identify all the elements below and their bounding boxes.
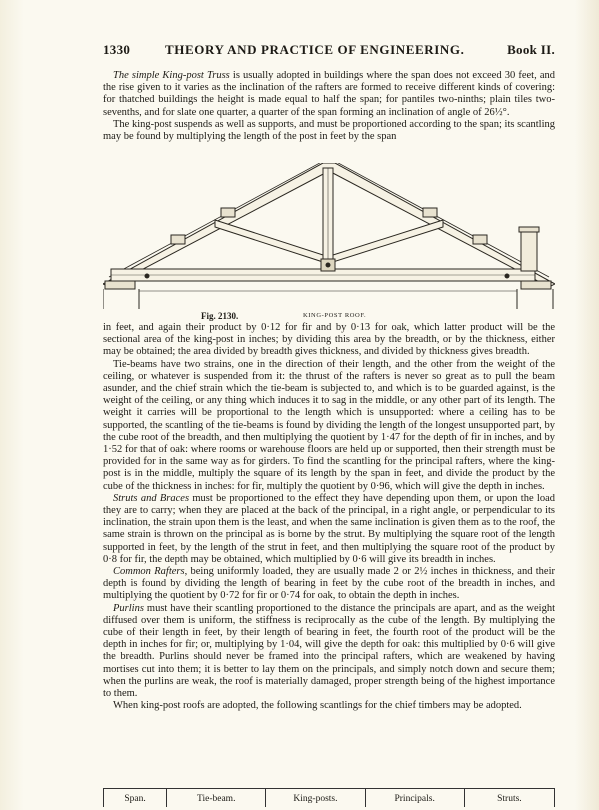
paragraph-lead: Struts and Braces (113, 492, 190, 504)
text-block-bottom (103, 322, 555, 713)
paragraph-scantlings-intro: When king-post roofs are adopted, the following scantlings for the chief timbers may be adopted. (113, 700, 522, 712)
paragraph-king-post: The king-post suspends as well as supports, and must be proportioned according to the span; its scantling may be found by multiplying the length of the post in feet by the span (103, 118, 555, 143)
paragraph-purlins (103, 603, 555, 701)
paragraph-text: is usually adopted in buildings where the span does not exceed 30 feet, and the rise given to it varies as the inclination of the rafters are formed to receive different kinds of covering: for thatched buildings the height is made equal to half the span; for pantiles two-ninths; plain tiles two-sevenths, and for slate one quarter, a quarter of the span forming an inclination of angle of 26½°. (103, 70, 555, 118)
paragraph-struts-braces (103, 493, 555, 566)
table-header-cell: Tie-beam. (167, 789, 266, 808)
figure-king-post-roof (103, 163, 555, 323)
table-header-cell: Span. (104, 789, 167, 808)
paragraph-continued: in feet, and again their product by 0·12 for fir and by 0·13 for oak, which latter product will be the sectional area of the king-post in inches; by dividing this area by the breadth, or by the thickness, either may be obtained; the area divided by breadth gives thickness, and divided by thickness gives breadth. (103, 322, 555, 358)
paragraph-lead: Purlins (113, 602, 144, 614)
table-header-cell: Principals. (365, 789, 464, 808)
paragraph-text: must have their scantling proportioned to the distance the principals are apart, and as the weight diffused over them is uniform, the stiffness is reciprocally as the cube of the length. By multiplying the cube of their length in feet, by their length of bearing in feet, the fourth root of the product will be the depth in inches for fir; or, multiplying by 1·04, will give the depth for oak: this multiplied by 0·6 will give the breadth. Purlins should never be framed into the principal rafters, which are weakened by having mortises cut into them; it is better to lay them on the principals, and simply notch down and secure them; when the purlins are weak, the roof is materially damaged, proper strength being of the highest importance to them. (103, 602, 555, 700)
running-title: THEORY AND PRACTICE OF ENGINEERING. (165, 42, 465, 57)
book-label: Book II. (507, 42, 555, 57)
figure-number: Fig. 2130. (201, 311, 239, 321)
paragraph-tie-beams: Tie-beams have two strains, one in the direction of their length, and the other from the weight of the ceiling, or whatever is suspended from it: the thrust of the rafters is never so great as to pull the beam asunder, and the chief strain which the tie-beam is subjected to, and which is to be guarded against, is the weight of the ceiling, or any thing which induces it to sag in the middle, or any other part of its length. The weight it carries will be proportional to the length which is unsupported: where a ceiling has to be supported, the scantling of the tie-beams is found by dividing the length of the longest unsupported part, by the cube root of the breadth, and then multiplying the quotient by 1·47 for the depth of fir in inches, and by 1·52 for that of oak: where rooms or warehouse floors are held up or supported, then their strength must be provided for in the same way as for girders. To find the scantling for the principal rafters, where the king-post is in the middle, multiply the square of its length by the span in feet, and divide the product by the cube of the thickness in inches: for fir, multiply the quotient by 0·96, which will give the depth in inches. (103, 358, 555, 492)
table-header-cell: Struts. (464, 789, 554, 808)
paragraph-lead: Common Rafters (113, 566, 185, 578)
table-header-row (104, 789, 555, 808)
text-block-top (103, 70, 555, 143)
table-header-cell: King-posts. (266, 789, 365, 808)
running-header (103, 42, 555, 58)
page-number: 1330 (103, 42, 131, 57)
paragraph-lead: The simple King-post Truss (113, 70, 230, 81)
paragraph-text: , being uniformly loaded, they are usually made 2 or 2½ inches in thickness, and their depth is found by dividing the length of bearing in feet by the cube root of the breadth in inches, and multiplying the quotient by 0·72 for fir or 0·74 for oak, to obtain the depth in inches. (103, 566, 555, 602)
paragraph-text: must be proportioned to the effect they have depending upon them, or upon the load they are to carry; when they are placed at the back of the principal, in a right angle, or perpendicular to its inclination, the strain upon them is the least, and when the same inclination is given them as to the roof, the same strain is thrown on the principal as is borne by the strut. By multiplying the square root of the length supported in feet, by the length of the strut in feet, and then multiplying the square root of the product by 0·8 for fir, the depth may be obtained, which multiplied by 0·6 will give its breadth in inches. (103, 492, 555, 565)
paragraph-common-rafters (103, 566, 555, 603)
roof-truss-illustration (103, 163, 555, 323)
paragraph-king-post-truss (103, 70, 555, 119)
figure-caption: KING-POST ROOF. (303, 312, 367, 319)
scantlings-table (103, 788, 555, 807)
